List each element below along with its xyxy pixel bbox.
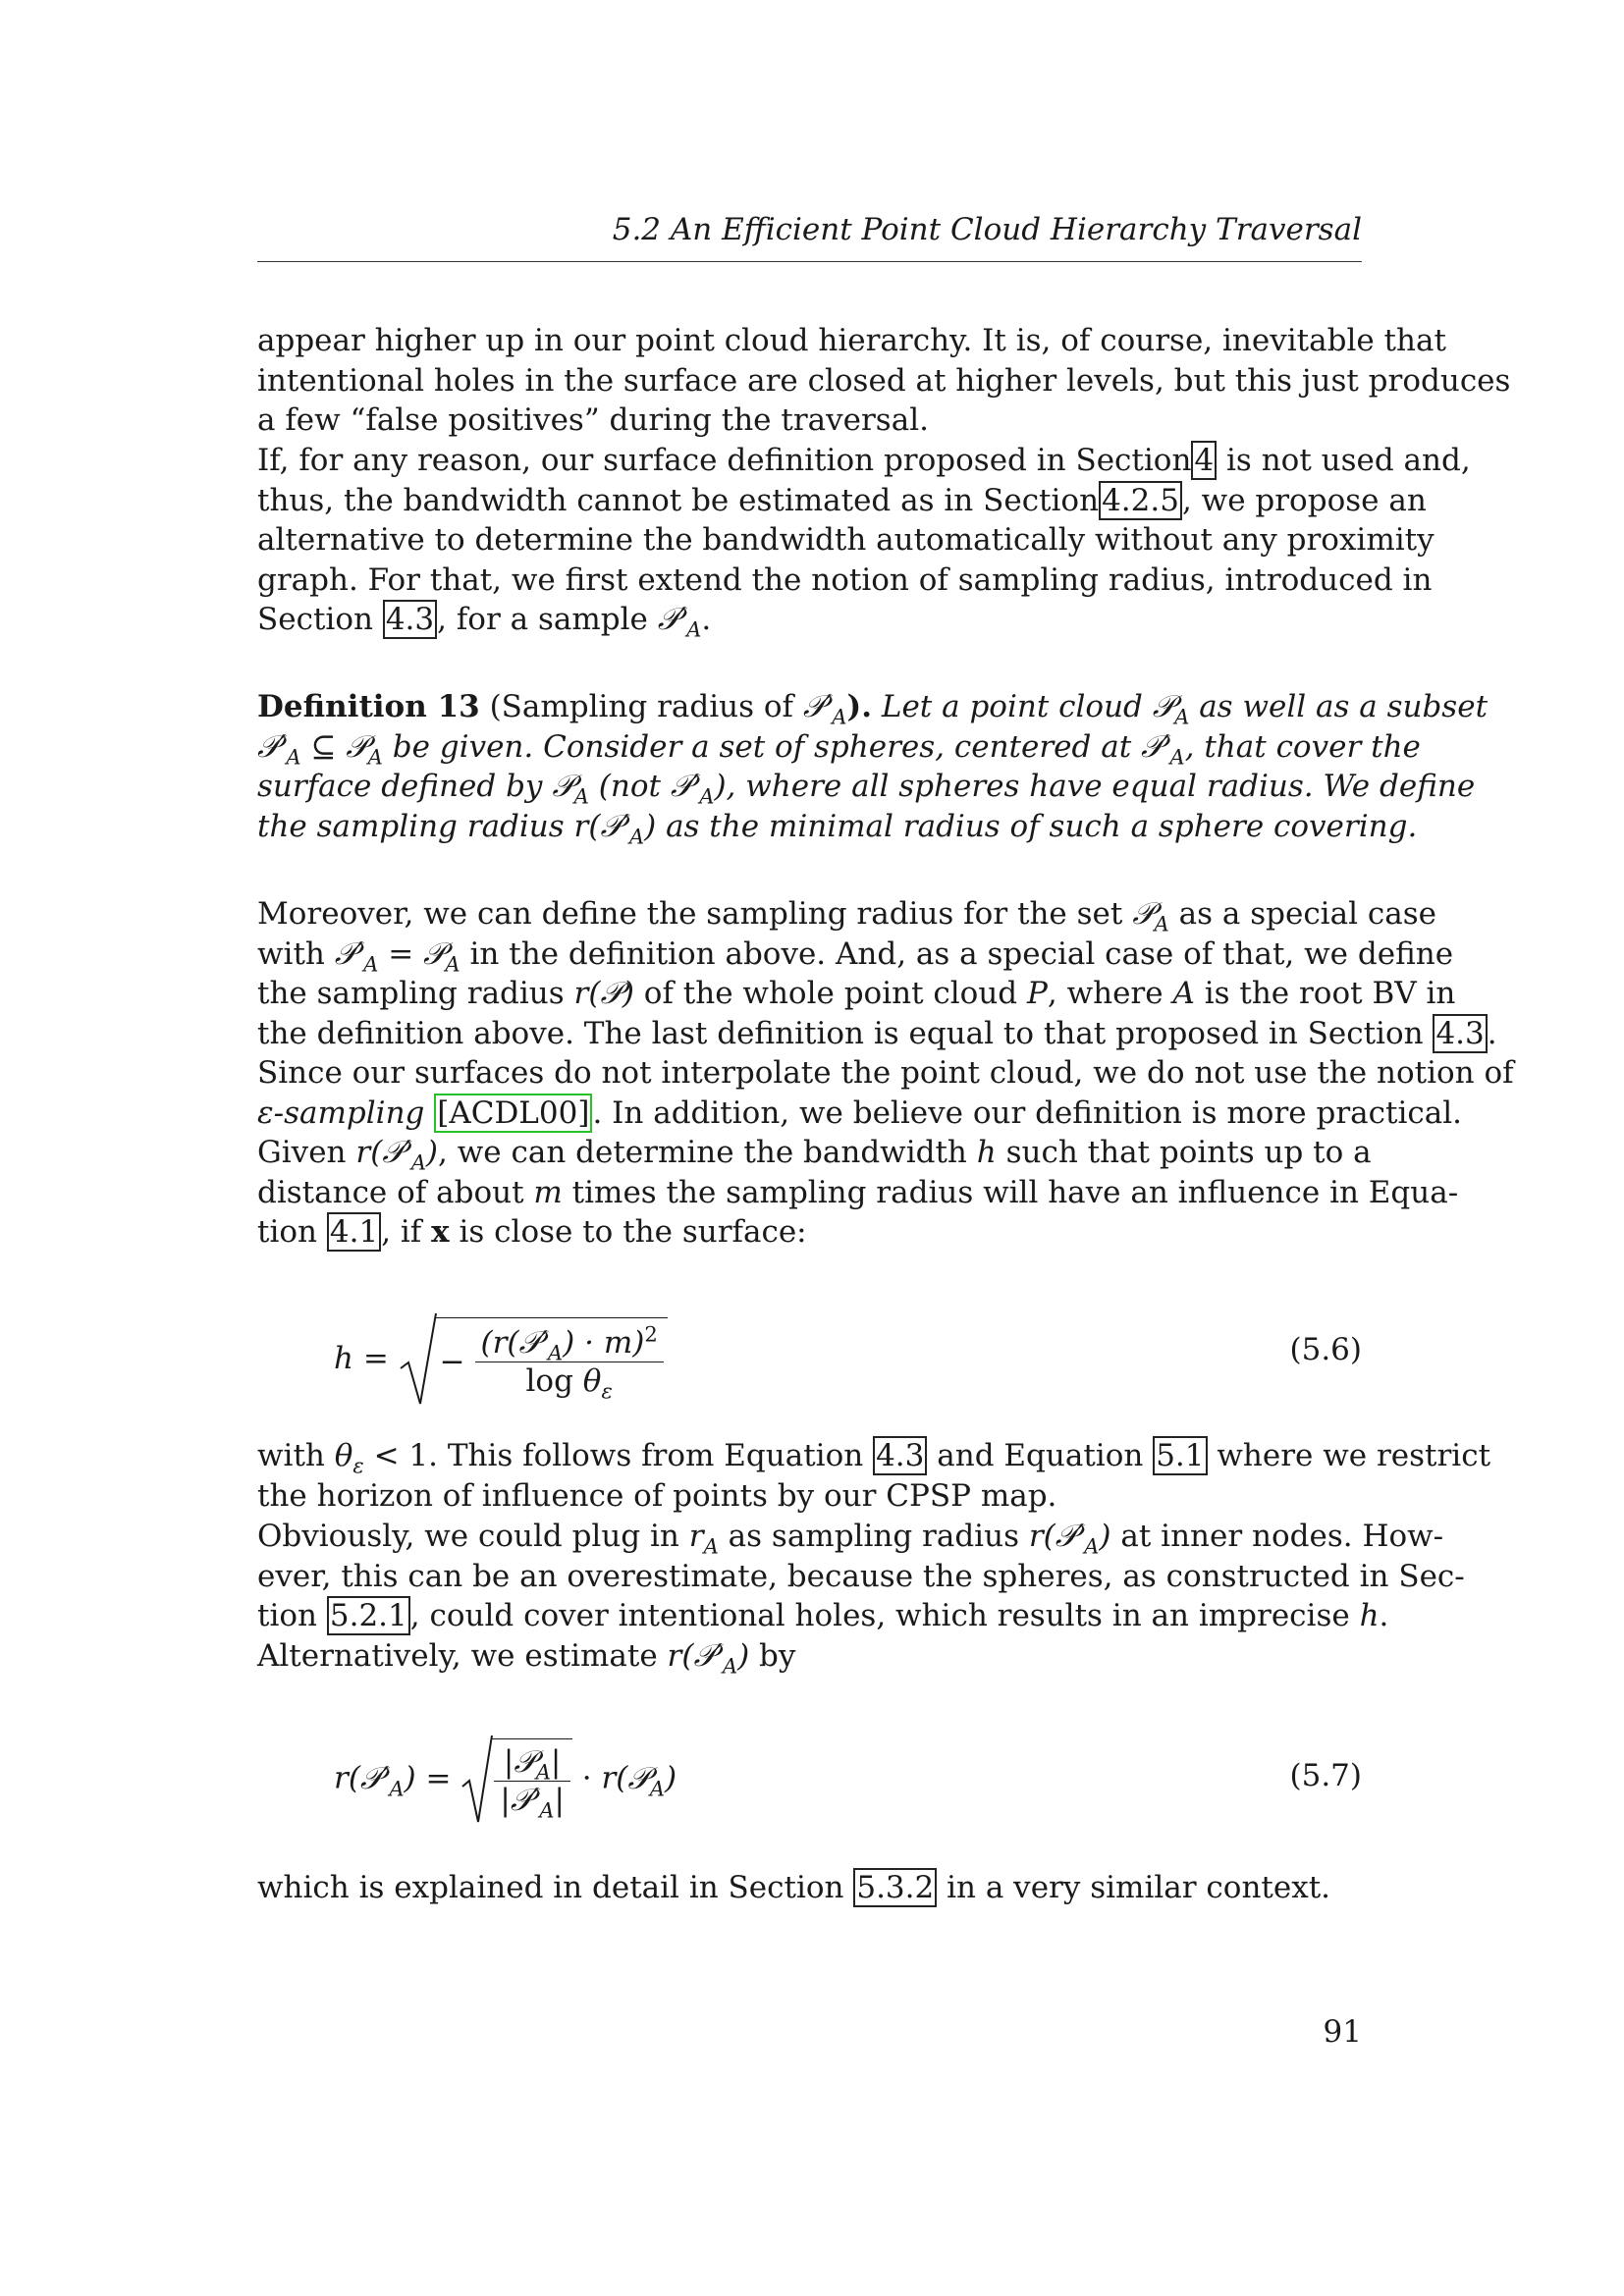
paragraph-5 (257, 1517, 1465, 1678)
text-line: Alternatively, we estimate $r(𝒫'_A)$ by (257, 1637, 796, 1678)
text-line: a few “false positives” during the traversal. (257, 402, 929, 438)
text-line: which is explained in detail in Section 5.3.2 in a very similar context. (257, 1870, 1331, 1905)
text-line: with $𝒫'_A$ = 𝒫$_A$ in the definition above. And, as a special case of that, we define (257, 935, 1454, 976)
text-line: surface defined by 𝒫$_A$ (not $𝒫'_A$), where all spheres have equal radius. We define (257, 769, 1476, 809)
equation-body: h = − $\frac{(r(𝒫'_A) \cdot m)^2}{\log \theta_\varepsilon}$ (334, 1309, 668, 1408)
section-ref-link[interactable]: 5.2.1 (327, 1596, 410, 1635)
equation-number: (5.7) (1289, 1758, 1362, 1793)
text-line: Obviously, we could plug in $r_A$ as sampling radius $r(𝒫'_A)$ at inner nodes. How- (257, 1519, 1444, 1559)
text-line: the definition above. The last definition is equal to that proposed in Section 4.3. (257, 1015, 1497, 1051)
text-line: with $\theta_\varepsilon < 1$. This follows from Equation 4.3 and Equation 5.1 where we restrict (257, 1438, 1491, 1478)
section-ref-link[interactable]: 5.3.2 (853, 1868, 937, 1907)
paragraph-2 (257, 441, 1471, 642)
section-ref-link[interactable]: 4.3 (1433, 1014, 1487, 1053)
equation-5-7 (257, 1730, 1362, 1847)
page-number: 91 (1323, 2014, 1362, 2050)
section-ref-link[interactable]: 4 (1191, 441, 1217, 480)
paragraph-6 (257, 1868, 1362, 1908)
text-line: Moreover, we can define the sampling radius for the set 𝒫$_A$ as a special case (257, 896, 1436, 936)
text-line: graph. For that, we first extend the notion of sampling radius, introduced in (257, 561, 1433, 598)
text-line: ε-sampling [ACDL00]. In addition, we believe our definition is more practical. (257, 1095, 1462, 1131)
text-line: the sampling radius r(𝒫) of the whole point cloud P, where A is the root BV in (257, 976, 1456, 1011)
running-header: 5.2 An Efficient Point Cloud Hierarchy Traversal (612, 212, 1362, 247)
sqrt-sign-icon (399, 1309, 438, 1408)
equation-number: (5.6) (1289, 1332, 1362, 1367)
text-line: If, for any reason, our surface definition proposed in Section 4 is not used and, (257, 443, 1471, 478)
text-line: intentional holes in the surface are closed at higher levels, but this just produces (257, 362, 1511, 399)
section-ref-link[interactable]: 4.2.5 (1099, 481, 1182, 520)
header-rule (257, 261, 1362, 262)
equation-body: $r(𝒫'_A)$ = $\frac{|𝒫_A|}{|𝒫'_A|}$ · r(𝒫$_A$) (334, 1732, 677, 1826)
text-line: thus, the bandwidth cannot be estimated as in Section 4.2.5, we propose an (257, 482, 1427, 518)
text-line: Since our surfaces do not interpolate the point cloud, we do not use the notion of (257, 1055, 1514, 1091)
sqrt-sign-icon (460, 1732, 494, 1826)
paragraph-4 (257, 1436, 1491, 1516)
equation-ref-link[interactable]: 4.1 (327, 1212, 381, 1252)
text-line: Definition 13 (Sampling radius of $𝒫'_A$). Let a point cloud 𝒫$_A$ as well as a subset (257, 689, 1489, 729)
text-line: tion 5.2.1, could cover intentional holes, which results in an imprecise h. (257, 1598, 1389, 1633)
text-line: $𝒫'_A$ ⊆ 𝒫$_A$ be given. Consider a set of spheres, centered at $𝒫'_A$, that cover the (257, 728, 1421, 769)
text-line: Given $r(𝒫'_A)$, we can determine the bandwidth h such that points up to a (257, 1135, 1372, 1175)
text-line: alternative to determine the bandwidth automatically without any proximity (257, 522, 1435, 558)
text-line: the sampling radius $r(𝒫'_A)$ as the minimal radius of such a sphere covering. (257, 808, 1418, 848)
text-line: distance of about m times the sampling radius will have an influence in Equa- (257, 1174, 1459, 1210)
text-line: ever, this can be an overestimate, because the spheres, as constructed in Sec- (257, 1558, 1465, 1594)
text-line: Section 4.3, for a sample $𝒫'_A$. (257, 602, 712, 642)
equation-5-6 (257, 1304, 1362, 1421)
definition-13 (257, 687, 1489, 848)
text-line: the horizon of influence of points by our CPSP map. (257, 1477, 1057, 1514)
equation-ref-link[interactable]: 5.1 (1153, 1436, 1207, 1475)
text-line: tion 4.1, if x is close to the surface: (257, 1214, 807, 1250)
citation-link[interactable]: [ACDL00] (434, 1094, 592, 1133)
definition-label: Definition 13 (257, 689, 480, 724)
text-line: appear higher up in our point cloud hierarchy. It is, of course, inevitable that (257, 323, 1446, 358)
paragraph-1 (257, 321, 1511, 441)
section-ref-link[interactable]: 4.3 (383, 600, 437, 639)
paragraph-3 (257, 894, 1514, 1253)
equation-ref-link[interactable]: 4.3 (873, 1436, 927, 1475)
